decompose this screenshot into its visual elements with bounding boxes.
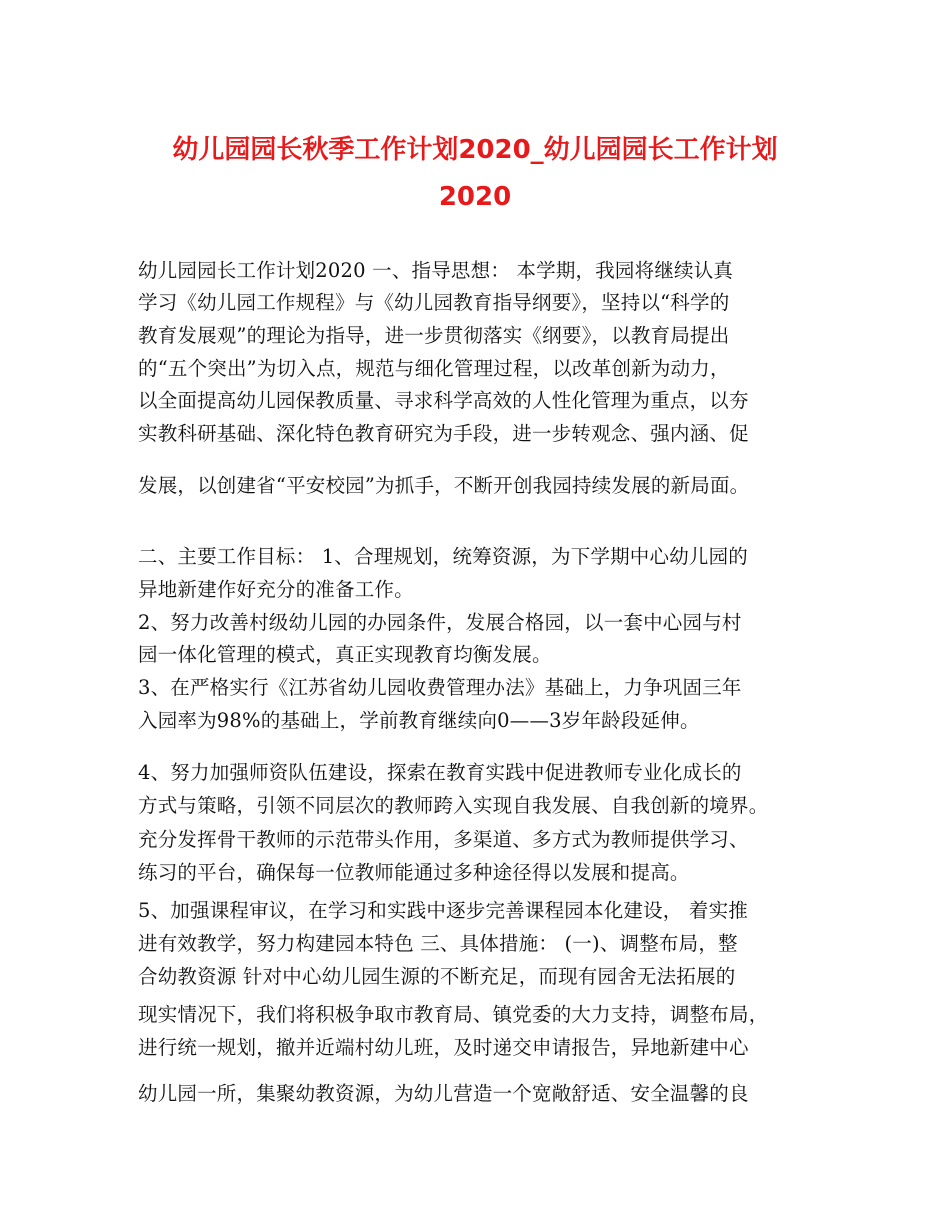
- body-line: 3、在严格实行《江苏省幼儿园收费管理办法》基础上，力争巩固三年: [138, 676, 742, 699]
- document-title: [120, 127, 830, 221]
- body-line: 2、努力改善村级幼儿园的办园条件，发展合格园，以一套中心园与村: [138, 611, 742, 634]
- body-line: 练习的平台，确保每一位教师能通过多种途径得以发展和提高。: [138, 861, 690, 884]
- body-line: 方式与策略，引领不同层次的教师跨入实现自我发展、自我创新的境界。: [138, 794, 769, 817]
- body-line: 二、主要工作目标： 1、合理规划，统筹资源，为下学期中心幼儿园的: [138, 545, 749, 568]
- body-line: 以全面提高幼儿园保教质量、寻求科学高效的人性化管理为重点，以夯: [138, 389, 749, 412]
- body-line: 学习《幼儿园工作规程》与《幼儿园教育指导纲要》，坚持以“科学的: [138, 291, 730, 314]
- body-line: 进行统一规划，撤并近端村幼儿班，及时递交申请报告，异地新建中心: [138, 1036, 749, 1059]
- body-line: 进有效教学，努力构建园本特色 三、具体措施： (一)、调整布局，整: [138, 932, 738, 955]
- body-line: 入园率为98%的基础上，学前教育继续向0——3岁年龄段延伸。: [138, 709, 700, 732]
- body-line: 幼儿园园长工作计划2020 一、指导思想： 本学期，我园将继续认真: [138, 259, 734, 282]
- body-line: 实教科研基础、深化特色教育研究为手段，进一步转观念、强内涵、促: [138, 422, 749, 445]
- body-line: 异地新建作好充分的准备工作。: [138, 578, 414, 601]
- body-line: 现实情况下，我们将积极争取市教育局、镇党委的大力支持，调整布局，: [138, 1003, 769, 1026]
- body-line: 教育发展观”的理论为指导，进一步贯彻落实《纲要》，以教育局提出: [138, 324, 730, 347]
- body-line: 4、努力加强师资队伍建设，探索在教育实践中促进教师专业化成长的: [138, 761, 742, 784]
- body-line: 充分发挥骨干教师的示范带头作用，多渠道、多方式为教师提供学习、: [138, 828, 749, 851]
- body-line: 合幼教资源 针对中心幼儿园生源的不断充足，而现有园舍无法拓展的: [138, 965, 736, 988]
- title-line-1: 幼儿园园长秋季工作计划2020_幼儿园园长工作计划: [172, 135, 778, 165]
- body-line: 园一体化管理的模式，真正实现教育均衡发展。: [138, 643, 552, 666]
- body-line: 5、加强课程审议，在学习和实践中逐步完善课程园本化建设， 着实推: [138, 899, 749, 922]
- title-line-2: 2020: [438, 182, 512, 212]
- body-line: 幼儿园一所，集聚幼教资源，为幼儿营造一个宽敞舒适、安全温馨的良: [138, 1082, 749, 1105]
- body-line: 的“五个突出”为切入点，规范与细化管理过程，以改革创新为动力，: [138, 357, 730, 380]
- body-line: 发展，以创建省“平安校园”为抓手，不断开创我园持续发展的新局面。: [138, 474, 750, 497]
